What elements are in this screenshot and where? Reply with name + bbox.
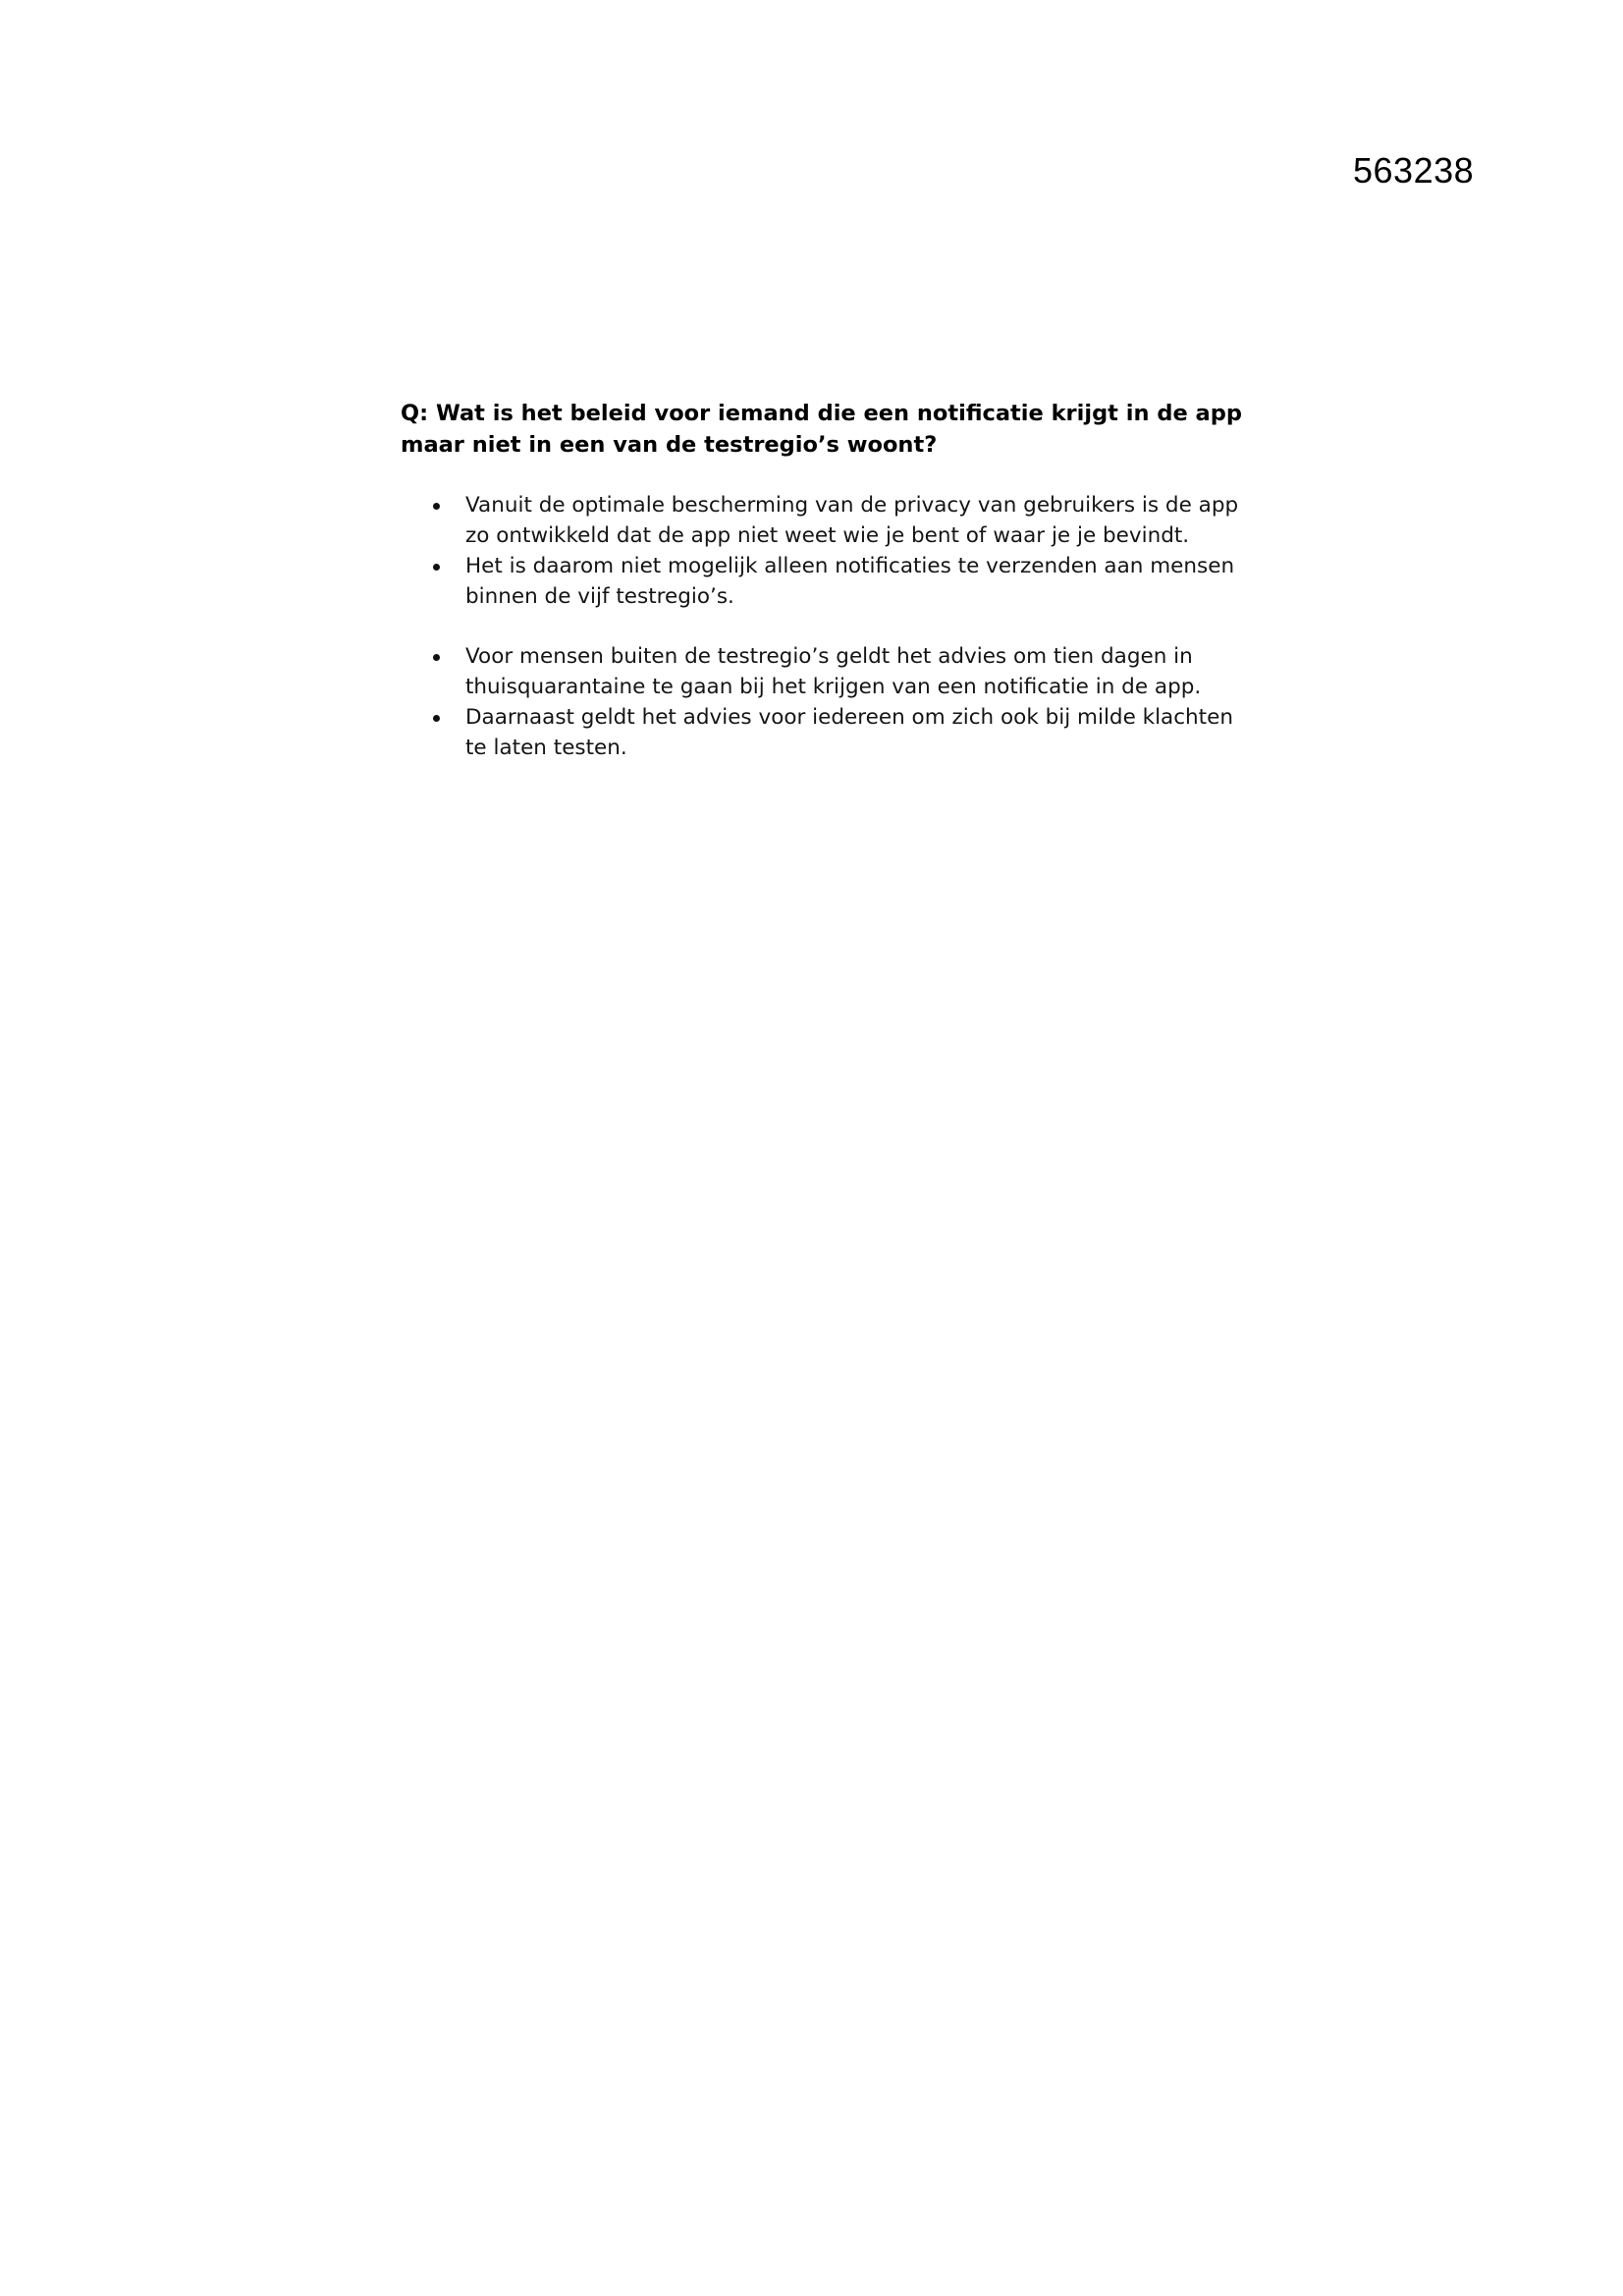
bullet-dot-icon xyxy=(433,564,440,571)
list-item xyxy=(401,490,1255,551)
list-item xyxy=(401,551,1255,612)
bullet-list-1 xyxy=(401,490,1255,612)
bullet-list-2 xyxy=(401,641,1255,763)
question-heading: Q: Wat is het beleid voor iemand die een notificatie krijgt in de app maar niet in een van de testregio’s woont? xyxy=(401,401,1242,458)
list-item-text: Daarnaast geldt het advies voor iedereen om zich ook bij milde klachten te laten testen. xyxy=(465,705,1233,760)
list-item-text: Voor mensen buiten de testregio’s geldt het advies om tien dagen in thuisquarantaine te gaan bij het krijgen van een notificatie in de app. xyxy=(465,644,1202,699)
list-item xyxy=(401,702,1255,763)
bullet-dot-icon xyxy=(433,654,440,661)
bullet-dot-icon xyxy=(433,715,440,722)
list-item-text: Het is daarom niet mogelijk alleen notificaties te verzenden aan mensen binnen de vijf testregio’s. xyxy=(465,554,1235,609)
list-item-text: Vanuit de optimale bescherming van de privacy van gebruikers is de app zo ontwikkeld dat de app niet weet wie je bent of waar je je bevindt. xyxy=(465,493,1239,548)
document-body xyxy=(401,398,1255,763)
list-item xyxy=(401,641,1255,702)
bullet-dot-icon xyxy=(433,503,440,510)
document-number: 563238 xyxy=(1353,150,1475,191)
